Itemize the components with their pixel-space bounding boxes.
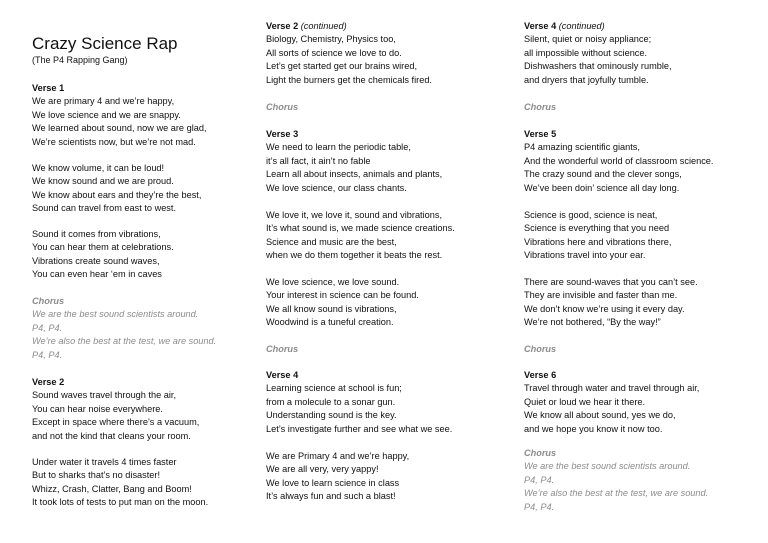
verse-1: [32, 82, 207, 149]
lyric-line: It’s what sound is, we made science creations.: [266, 223, 455, 234]
lyric-line: The crazy sound and the clever songs,: [524, 169, 682, 180]
verse-5: [524, 128, 713, 195]
lyric-line: Sound it comes from vibrations,: [32, 229, 161, 239]
chorus-block: [524, 447, 708, 514]
verse-4-continued-heading: [524, 20, 672, 33]
lyric-line: Under water it travels 4 times faster: [32, 457, 177, 467]
verse-5-stanza-2: [524, 209, 671, 263]
verse-1-stanza-3: [32, 228, 174, 282]
lyric-line: Except in space where there’s a vacuum,: [32, 417, 200, 428]
lyric-line: We learned about sound, now we are glad,: [32, 123, 207, 134]
lyric-line: You can hear noise everywhere.: [32, 403, 163, 414]
continued-suffix: (continued): [558, 21, 605, 31]
lyric-line: And the wonderful world of classroom science.: [524, 155, 714, 166]
lyric-line: Whizz, Crash, Clatter, Bang and Boom!: [32, 483, 192, 494]
lyric-line: Light the burners get the chemicals fired.: [266, 74, 432, 85]
verse-1-stanza-2: [32, 162, 201, 216]
lyric-line: They are invisible and faster than me.: [524, 290, 678, 301]
lyric-line: We need to learn the periodic table,: [266, 142, 411, 153]
chorus-label: Chorus: [32, 296, 65, 306]
chorus-line: P4, P4.: [32, 322, 63, 333]
page-title: Crazy Science Rap: [32, 34, 178, 53]
verse-1-heading: Verse 1: [32, 83, 65, 93]
lyric-line: There are sound-waves that you can’t see.: [524, 277, 698, 287]
lyric-line: Science is everything that you need: [524, 223, 670, 234]
verse-2: [32, 376, 199, 443]
lyric-line: Science is good, science is neat,: [524, 210, 658, 220]
lyric-line: We’ve been doin’ science all day long.: [524, 182, 680, 193]
lyric-line: All sorts of science we love to do.: [266, 47, 402, 58]
lyric-line: We love science and we are snappy.: [32, 109, 181, 120]
chorus-label: Chorus: [266, 102, 299, 112]
lyric-line: all impossible without science.: [524, 47, 648, 58]
lyric-line: We know all about sound, yes we do,: [524, 410, 676, 421]
lyric-line: We’re not bothered, “By the way!”: [524, 317, 661, 328]
lyric-line: We all know sound is vibrations,: [266, 303, 397, 314]
chorus-line: We are the best sound scientists around.: [32, 309, 199, 320]
verse-5-heading: Verse 5: [524, 129, 557, 139]
lyric-line: when we do them together it beats the rest.: [266, 250, 443, 261]
lyric-line: It’s always fun and such a blast!: [266, 491, 396, 502]
lyric-line: P4 amazing scientific giants,: [524, 142, 640, 153]
verse-3-stanza-3: [266, 276, 419, 330]
chorus-marker: [524, 343, 556, 356]
lyric-line: We know about ears and they’re the best,: [32, 189, 202, 200]
verse-6: [524, 369, 699, 436]
lyric-line: We are all very, very yappy!: [266, 464, 379, 475]
lyric-line: Understanding sound is the key.: [266, 410, 397, 421]
lyric-line: We love it, we love it, sound and vibrations,: [266, 210, 443, 220]
lyric-line: We know sound and we are proud.: [32, 176, 174, 187]
lyric-line: Travel through water and travel through air,: [524, 383, 700, 394]
chorus-label: Chorus: [524, 102, 557, 112]
chorus-label: Chorus: [524, 344, 557, 354]
lyric-line: We are Primary 4 and we’re happy,: [266, 451, 410, 461]
verse-2-heading: Verse 2: [32, 377, 65, 387]
lyric-line: You can even hear ‘em in caves: [32, 269, 162, 280]
lyric-line: Vibrations travel into your ear.: [524, 250, 646, 261]
lyric-line: Your interest in science can be found.: [266, 290, 419, 301]
verse-3-stanza-2: [266, 209, 455, 263]
verse-4-heading: Verse 4: [266, 370, 299, 380]
chorus-line: P4, P4.: [524, 474, 555, 485]
lyric-line: It took lots of tests to put man on the moon.: [32, 497, 209, 508]
lyric-line: We don’t know we’re using it every day.: [524, 303, 685, 314]
verse-3: [266, 128, 442, 195]
lyric-line: and we hope you know it now too.: [524, 423, 663, 434]
chorus-line: P4, P4.: [524, 501, 555, 512]
lyric-line: You can hear them at celebrations.: [32, 242, 174, 253]
lyric-line: Sound waves travel through the air,: [32, 390, 177, 401]
chorus-line: We’re also the best at the test, we are sound.: [524, 488, 709, 499]
lyric-line: But to sharks that’s no disaster!: [32, 470, 161, 481]
verse-5-stanza-3: [524, 276, 698, 330]
lyric-line: Let’s investigate further and see what we see.: [266, 423, 453, 434]
chorus-marker: [266, 343, 298, 356]
chorus-marker: [524, 101, 556, 114]
lyric-line: and dryers that joyfully tumble.: [524, 74, 649, 85]
continued-suffix: (continued): [300, 21, 347, 31]
lyric-line: Vibrations create sound waves,: [32, 255, 160, 266]
lyric-line: Let’s get started get our brains wired,: [266, 61, 417, 72]
lyric-line: We love science, we love sound.: [266, 277, 400, 287]
lyric-line: We are primary 4 and we’re happy,: [32, 96, 175, 107]
verse-heading-text: Verse 2: [266, 21, 299, 31]
chorus-marker: [266, 101, 298, 114]
lyric-line: Woodwind is a tuneful creation.: [266, 317, 394, 328]
chorus-block: [32, 295, 216, 362]
verse-6-heading: Verse 6: [524, 370, 557, 380]
lyric-line: and not the kind that cleans your room.: [32, 430, 191, 441]
verse-4: [266, 369, 452, 436]
verse-2-continued-heading: [266, 20, 432, 33]
lyric-line: Silent, quiet or noisy appliance;: [524, 34, 652, 45]
chorus-label: Chorus: [266, 344, 299, 354]
verse-heading-text: Verse 4: [524, 21, 557, 31]
chorus-line: We’re also the best at the test, we are sound.: [32, 336, 217, 347]
lyric-line: Biology, Chemistry, Physics too,: [266, 34, 396, 45]
verse-3-heading: Verse 3: [266, 129, 299, 139]
lyric-line: Learning science at school is fun;: [266, 383, 402, 394]
chorus-line: P4, P4.: [32, 349, 63, 360]
verse-4-continued: [524, 20, 672, 87]
lyric-line: from a molecule to a sonar gun.: [266, 396, 396, 407]
verse-2-continued: [266, 20, 432, 87]
lyric-line: Learn all about insects, animals and plants,: [266, 169, 443, 180]
lyric-line: We love science, our class chants.: [266, 182, 407, 193]
chorus-line: We are the best sound scientists around.: [524, 461, 691, 472]
lyric-line: Vibrations here and vibrations there,: [524, 236, 672, 247]
page-subtitle: (The P4 Rapping Gang): [32, 55, 128, 65]
lyric-line: We know volume, it can be loud!: [32, 163, 165, 173]
verse-2-stanza-2: [32, 456, 208, 510]
lyric-line: Sound can travel from east to west.: [32, 203, 177, 214]
lyric-line: it’s all fact, it ain’t no fable: [266, 155, 371, 166]
lyric-line: Science and music are the best,: [266, 236, 397, 247]
lyric-line: Quiet or loud we hear it there.: [524, 396, 646, 407]
lyric-line: We’re scientists now, but we’re not mad.: [32, 136, 196, 147]
lyric-line: Dishwashers that ominously rumble,: [524, 61, 672, 72]
verse-4-stanza-2: [266, 450, 409, 504]
chorus-label: Chorus: [524, 448, 557, 458]
lyric-line: We love to learn science in class: [266, 477, 400, 488]
